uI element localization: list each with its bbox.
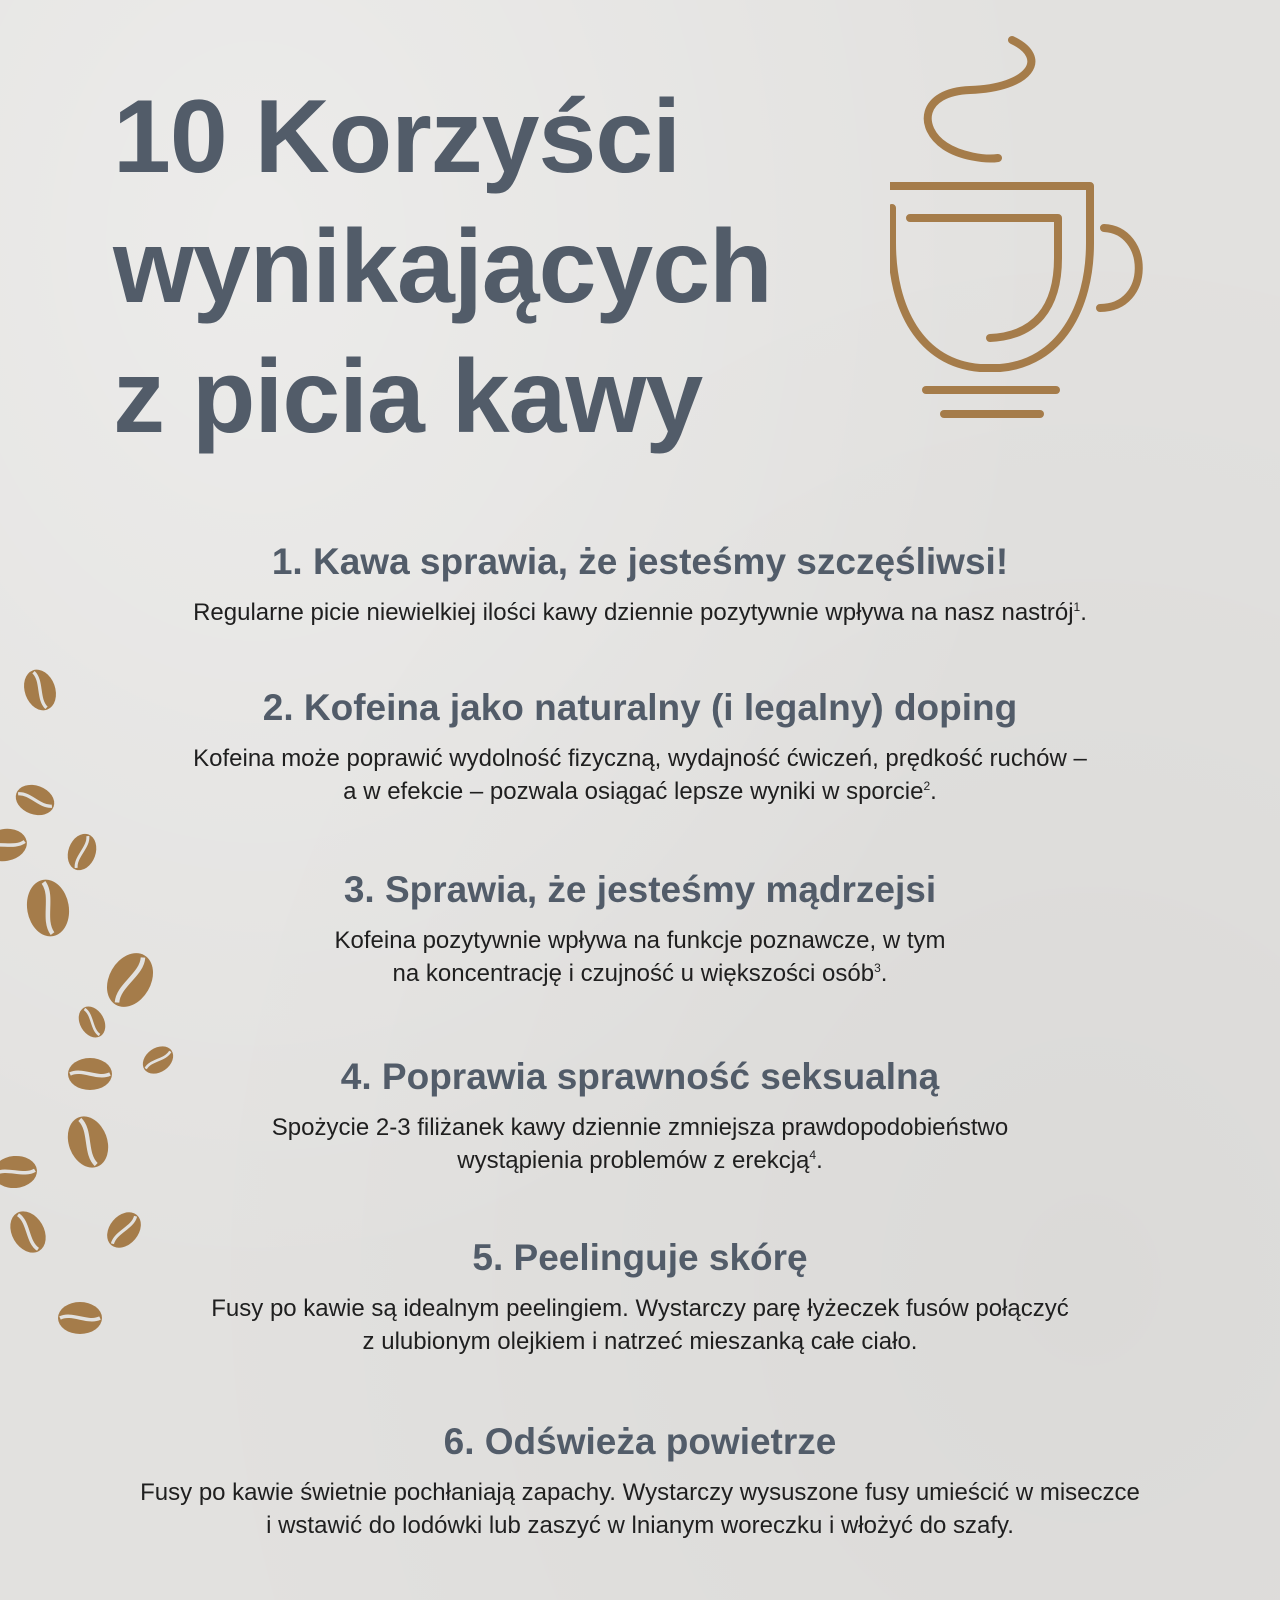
benefit-description	[40, 742, 1240, 808]
title-line-3: z picia kawy	[113, 339, 703, 455]
benefit-description	[40, 596, 1240, 629]
benefit-text-line: z ulubionym olejkiem i natrzeć mieszanką całe ciało.	[362, 1328, 918, 1355]
benefit-item	[40, 868, 1240, 990]
benefit-item	[40, 1420, 1240, 1542]
benefit-heading: 6. Odświeża powietrze	[443, 1421, 837, 1462]
benefit-text-end: .	[880, 960, 888, 987]
footnote-ref: 2	[923, 779, 931, 793]
benefit-heading: 1. Kawa sprawia, że jesteśmy szczęśliwsi!	[271, 541, 1009, 582]
footnote-ref: 4	[809, 1148, 817, 1162]
footnote-ref: 3	[874, 961, 881, 975]
page-title	[113, 72, 873, 462]
benefit-text-end: .	[930, 778, 937, 805]
coffee-bean-icon	[0, 1154, 38, 1190]
benefit-text-end: .	[816, 1147, 823, 1174]
benefit-heading: 2. Kofeina jako naturalny (i legalny) doping	[262, 687, 1018, 728]
benefit-heading: 5. Peelinguje skórę	[472, 1237, 808, 1278]
title-line-2: wynikających	[113, 209, 772, 325]
benefit-text-line: Fusy po kawie świetnie pochłaniają zapachy. Wystarczy wysuszone fusy umieścić w miseczce	[140, 1479, 1140, 1506]
title-line-1: 10 Korzyści	[113, 79, 681, 195]
benefit-item	[40, 540, 1240, 629]
benefit-description	[40, 1476, 1240, 1542]
benefit-text-line: na koncentrację i czujność u większości osób	[392, 960, 875, 987]
benefit-text-line: Regularne picie niewielkiej ilości kawy dziennie pozytywnie wpływa na nasz nastrój	[193, 599, 1074, 626]
benefit-description	[40, 924, 1240, 990]
benefit-item	[40, 1055, 1240, 1177]
coffee-bean-icon	[73, 1002, 110, 1043]
benefit-description	[40, 1292, 1240, 1358]
benefit-description	[40, 1111, 1240, 1177]
benefit-text-end: .	[1080, 599, 1087, 626]
benefit-item	[40, 1236, 1240, 1358]
benefit-item	[40, 686, 1240, 808]
benefit-text-line: Spożycie 2-3 filiżanek kawy dziennie zmniejsza prawdopodobieństwo	[271, 1114, 1009, 1141]
coffee-bean-icon	[0, 825, 29, 864]
benefit-text-line: wystąpienia problemów z erekcją	[457, 1147, 810, 1174]
benefit-text-line: Fusy po kawie są idealnym peelingiem. Wystarczy parę łyżeczek fusów połączyć	[211, 1295, 1069, 1322]
coffee-cup-icon	[890, 18, 1180, 428]
benefit-text-line: Kofeina pozytywnie wpływa na funkcje poznawcze, w tym	[334, 927, 946, 954]
benefit-heading: 4. Poprawia sprawność seksualną	[340, 1056, 940, 1097]
benefit-text-line: Kofeina może poprawić wydolność fizyczną, wydajność ćwiczeń, prędkość ruchów –	[193, 745, 1087, 772]
benefit-text-line: a w efekcie – pozwala osiągać lepsze wyniki w sporcie	[343, 778, 924, 805]
footnote-ref: 1	[1073, 600, 1081, 614]
benefit-heading: 3. Sprawia, że jesteśmy mądrzejsi	[343, 869, 937, 910]
benefit-text-line: i wstawić do lodówki lub zaszyć w lnianym woreczku i włożyć do szafy.	[266, 1512, 1014, 1539]
